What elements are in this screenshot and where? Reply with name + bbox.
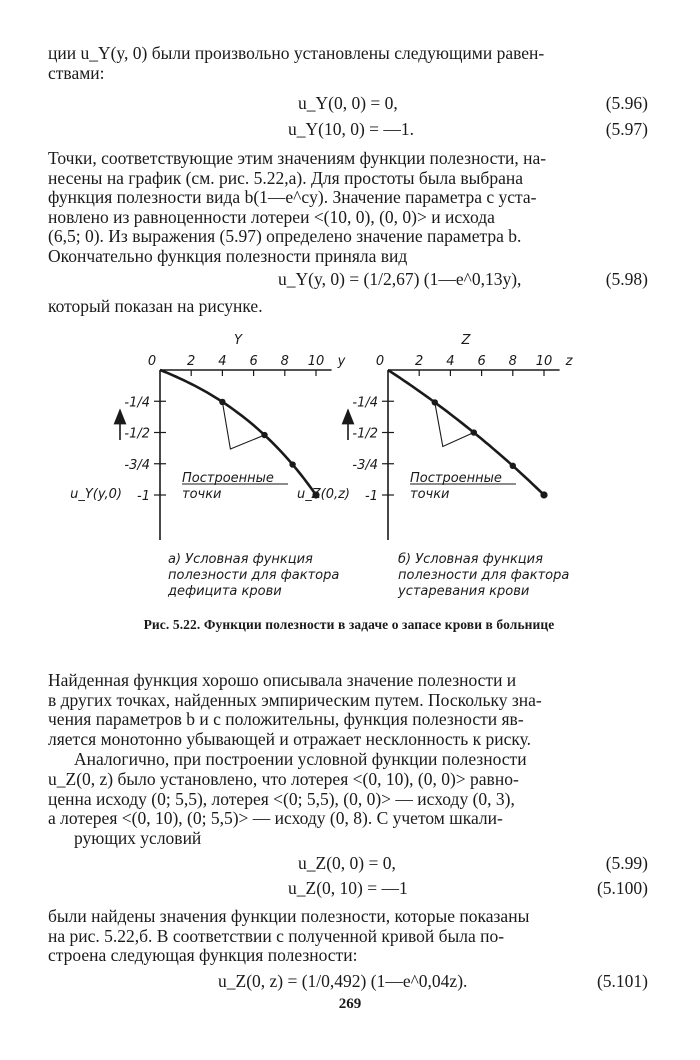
equation-formula: u_Z(0, 10) = —1 bbox=[288, 878, 408, 898]
x-tick-label: 2 bbox=[187, 354, 196, 369]
equation-5-99 bbox=[48, 852, 650, 874]
annotation-label: точки bbox=[182, 487, 222, 502]
text-line: ствами: bbox=[48, 62, 105, 83]
data-point bbox=[289, 461, 295, 467]
text-line: были найдены значения функции полезности, которые показаны bbox=[48, 906, 530, 926]
equation-formula: u_Y(y, 0) = (1/2,67) (1—e^0,13y), bbox=[278, 269, 522, 289]
paragraph-found bbox=[48, 671, 650, 749]
text-line: рующих условий bbox=[74, 827, 202, 848]
text-line: ценна исходу (0; 5,5), лотерея <(0; 5,5), (0, 0)> — исходу (0, 3), bbox=[48, 788, 515, 809]
annotation-label: Построенные bbox=[410, 471, 502, 486]
text-line: Окончательно функция полезности приняла вид bbox=[48, 245, 408, 266]
paragraph-intro bbox=[48, 44, 650, 83]
y-tick-label: -1/4 bbox=[124, 395, 150, 411]
subcaption-b bbox=[398, 552, 569, 600]
text-line: на рис. 5.22,б. В соответствии с полученной кривой была по- bbox=[48, 925, 505, 946]
y-tick-label: -1 bbox=[137, 489, 150, 504]
equation-5-96 bbox=[48, 92, 650, 114]
y-tick-label: -1 bbox=[365, 489, 378, 504]
equation-5-100 bbox=[48, 877, 650, 899]
text-line: новлено из равноценности лотереи <(10, 0), (0, 0)> и исхода bbox=[48, 206, 495, 227]
annotation-label: Построенные bbox=[182, 471, 274, 486]
text-line: ции u_Y(y, 0) были произвольно установлены следующими равен- bbox=[48, 43, 545, 63]
x-axis-var: y bbox=[337, 354, 346, 369]
equation-number: (5.97) bbox=[605, 119, 648, 139]
equation-number: (5.98) bbox=[605, 269, 648, 289]
text-line: чения параметров b и c положительны, функция полезности яв- bbox=[48, 709, 524, 730]
y-tick-label: -1/2 bbox=[124, 426, 150, 442]
subcaption-line: б) Условная функция bbox=[398, 552, 543, 567]
data-point bbox=[261, 432, 267, 438]
text-line: функция полезности вида b(1—e^cy). Значение параметра c уста- bbox=[48, 187, 537, 208]
x-tick-label: 0 bbox=[147, 354, 157, 369]
subcaption-a bbox=[168, 552, 339, 600]
panel-title: Y bbox=[234, 333, 242, 348]
subcaption-line: а) Условная функция bbox=[168, 552, 313, 567]
x-tick-label: 10 bbox=[535, 354, 553, 369]
y-axis-label: u_Z(0,z) bbox=[296, 487, 350, 502]
data-point bbox=[471, 429, 477, 435]
paragraph-values bbox=[48, 907, 650, 966]
paragraph-shown bbox=[48, 297, 650, 317]
equation-number: (5.96) bbox=[605, 93, 648, 113]
text-line: который показан на рисунке. bbox=[48, 296, 263, 316]
text-line: Точки, соответствующие этим значениям функции полезности, на- bbox=[48, 148, 547, 168]
text-line: u_Z(0, z) было установлено, что лотерея <(0, 10), (0, 0)> равно- bbox=[48, 769, 519, 789]
x-axis-var: z bbox=[565, 354, 573, 369]
x-tick-label: 4 bbox=[218, 354, 227, 369]
panel-a bbox=[70, 333, 346, 540]
equation-number: (5.101) bbox=[596, 971, 648, 991]
equation-formula: u_Z(0, z) = (1/0,492) (1—e^0,04z). bbox=[218, 971, 468, 991]
construction-lines bbox=[222, 402, 264, 449]
text-line: Найденная функция хорошо описывала значение полезности и bbox=[48, 670, 517, 690]
equation-number: (5.99) bbox=[605, 853, 648, 873]
construction-lines bbox=[435, 402, 474, 446]
x-tick-label: 2 bbox=[415, 354, 424, 369]
text-line: ляется монотонно убывающей и отражает несклонность к риску. bbox=[48, 728, 532, 749]
annotation-label: точки bbox=[410, 487, 450, 502]
equation-formula: u_Y(10, 0) = —1. bbox=[288, 119, 415, 139]
equation-formula: u_Y(0, 0) = 0, bbox=[298, 93, 398, 113]
data-point bbox=[510, 463, 516, 469]
text-line: в других точках, найденных эмпирическим путем. Поскольку зна- bbox=[48, 689, 542, 710]
subcaption-line: дефицита крови bbox=[168, 584, 282, 599]
figure-caption: Рис. 5.22. Функции полезности в задаче о запасе крови в больнице bbox=[143, 617, 555, 632]
subcaption-line: полезности для фактора bbox=[398, 568, 570, 583]
equation-formula: u_Z(0, 0) = 0, bbox=[298, 853, 396, 873]
x-tick-label: 8 bbox=[280, 354, 289, 369]
text-line: строена следующая функция полезности: bbox=[48, 945, 358, 966]
y-tick-label: -1/2 bbox=[352, 426, 378, 442]
subcaption-line: устаревания крови bbox=[398, 584, 530, 599]
x-tick-label: 6 bbox=[477, 354, 486, 369]
x-tick-label: 10 bbox=[307, 354, 325, 369]
text-line: (6,5; 0). Из выражения (5.97) определено значение параметра b. bbox=[48, 226, 522, 247]
y-tick-label: -1/4 bbox=[352, 395, 378, 411]
text-line: Аналогично, при построении условной функции полезности bbox=[74, 749, 527, 769]
text-line: несены на график (см. рис. 5.22,а). Для простоты была выбрана bbox=[48, 167, 523, 188]
data-point bbox=[540, 491, 547, 498]
y-tick-label: -3/4 bbox=[352, 457, 378, 473]
page-number: 269 bbox=[338, 996, 362, 1012]
subcaption-line: полезности для фактора bbox=[168, 568, 340, 583]
text-line: а лотерея <(0, 10), (0; 5,5)> — исходу (0, 8). С учетом шкали- bbox=[48, 808, 503, 829]
equation-5-97 bbox=[48, 118, 650, 140]
y-axis-label: u_Y(y,0) bbox=[70, 487, 122, 502]
paragraph-points bbox=[48, 149, 650, 267]
x-tick-label: 4 bbox=[446, 354, 455, 369]
equation-number: (5.100) bbox=[596, 878, 648, 898]
panel-title: Z bbox=[461, 333, 471, 348]
x-tick-label: 0 bbox=[375, 354, 385, 369]
equation-5-98 bbox=[48, 268, 650, 290]
x-tick-label: 8 bbox=[508, 354, 517, 369]
equation-5-101 bbox=[48, 970, 650, 992]
x-tick-label: 6 bbox=[249, 354, 258, 369]
paragraph-analogous-cont bbox=[48, 770, 650, 848]
y-tick-label: -3/4 bbox=[124, 457, 150, 473]
paragraph-analogous bbox=[48, 750, 650, 770]
